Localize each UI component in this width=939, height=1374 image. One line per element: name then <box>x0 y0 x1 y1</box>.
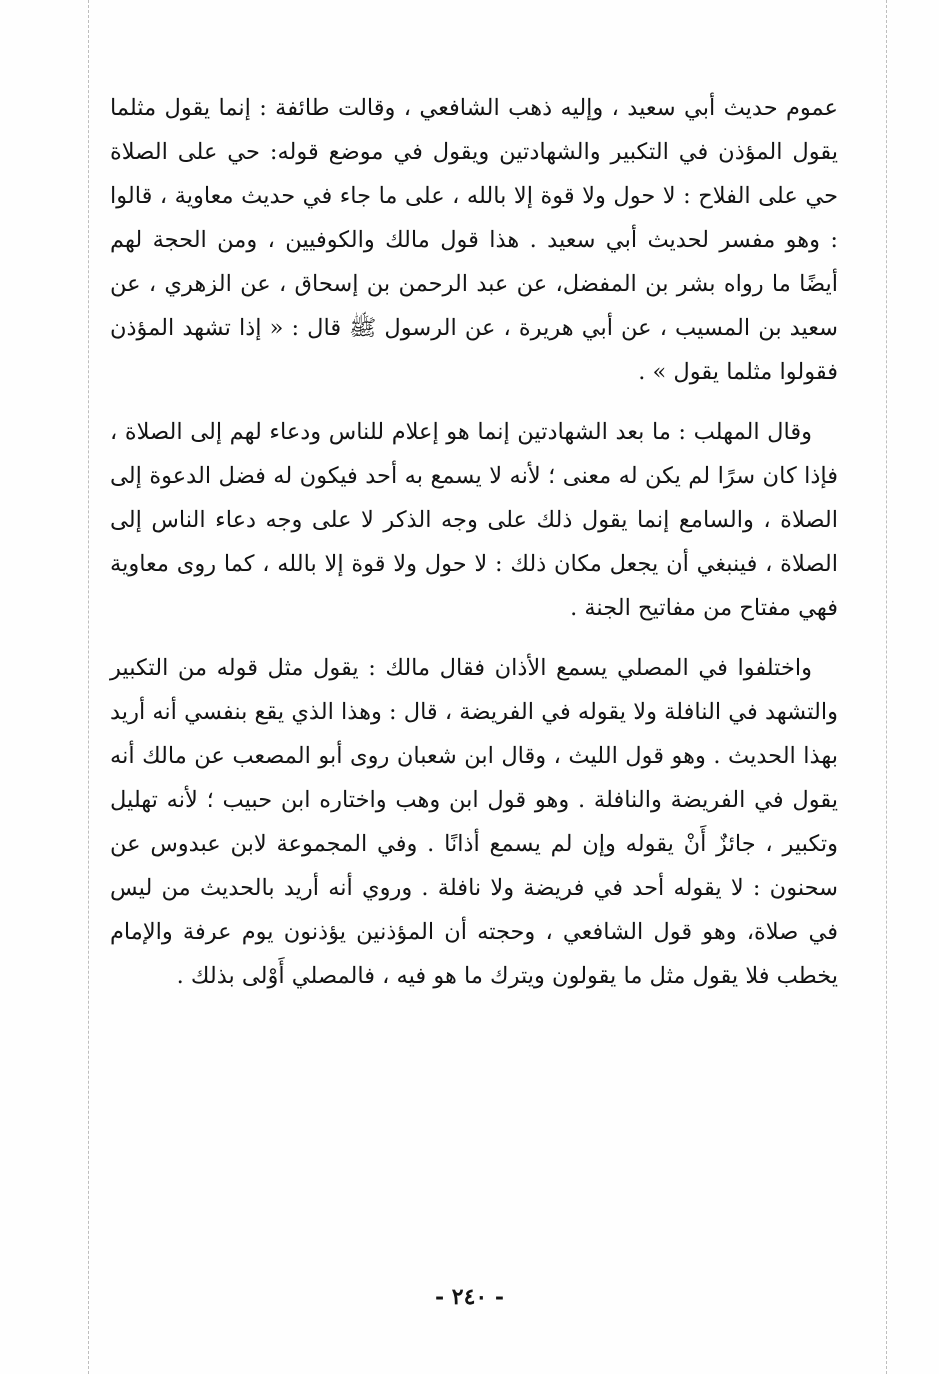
paragraph-3: واختلفوا في المصلي يسمع الأذان فقال مالك : يقول مثل قوله من التكبير والتشهد في النافلة ولا يقوله في الفريضة ، قال : وهذا الذي يقع بنفسي أنه أريد بهذا الحديث . وهو قول الليث ، وقال ابن شعبان روى أبو المصعب عن مالك أنه يقول في الفريضة والنافلة . وهو قول ابن وهب واختاره ابن حبيب ؛ لأنه تهليل وتكبير ، جائزٌ أَنْ يقوله وإن لم يسمع أذانًا . وفي المجموعة لابن عبدوس عن سحنون : لا يقوله أحد في فريضة ولا نافلة . وروي أنه أريد بالحديث من ليس في صلاة، وهو قول الشافعي ، وحجته أن المؤذنين يؤذنون يوم عرفة والإمام يخطب فلا يقول مثل ما يقولون ويترك ما هو فيه ، فالمصلي أَوْلى بذلك . <box>110 655 838 989</box>
page-number: - ٢٤٠ - <box>434 1284 505 1310</box>
paragraph-1: عموم حديث أبي سعيد ، وإليه ذهب الشافعي ، وقالت طائفة : إنما يقول مثلما يقول المؤذن في التكبير والشهادتين ويقول في موضع قوله: حي على الصلاة حي على الفلاح : لا حول ولا قوة إلا بالله ، على ما جاء في حديث معاوية ، قالوا : وهو مفسر لحديث أبي سعيد . هذا قول مالك والكوفيين ، ومن الحجة لهم أيضًا ما رواه بشر بن المفضل، عن عبد الرحمن بن إسحاق ، عن الزهري ، عن سعيد بن المسيب ، عن أبي هريرة ، عن الرسول ﷺ قال : « إذا تشهد المؤذن فقولوا مثلما يقول » . <box>110 95 838 385</box>
paragraph-2: وقال المهلب : ما بعد الشهادتين إنما هو إعلام للناس ودعاء لهم إلى الصلاة ، فإذا كان سرًا لم يكن له معنى ؛ لأنه لا يسمع به أحد فيكون له فضل الدعوة إلى الصلاة ، والسامع إنما يقول ذلك على وجه الذكر لا على وجه دعاء الناس إلى الصلاة ، فينبغي أن يجعل مكان ذلك : لا حول ولا قوة إلا بالله ، كما روى معاوية فهي مفتاح من مفاتيح الجنة . <box>110 419 838 621</box>
body-text <box>110 86 838 998</box>
left-margin-guide <box>88 0 89 1374</box>
right-margin-guide <box>886 0 887 1374</box>
